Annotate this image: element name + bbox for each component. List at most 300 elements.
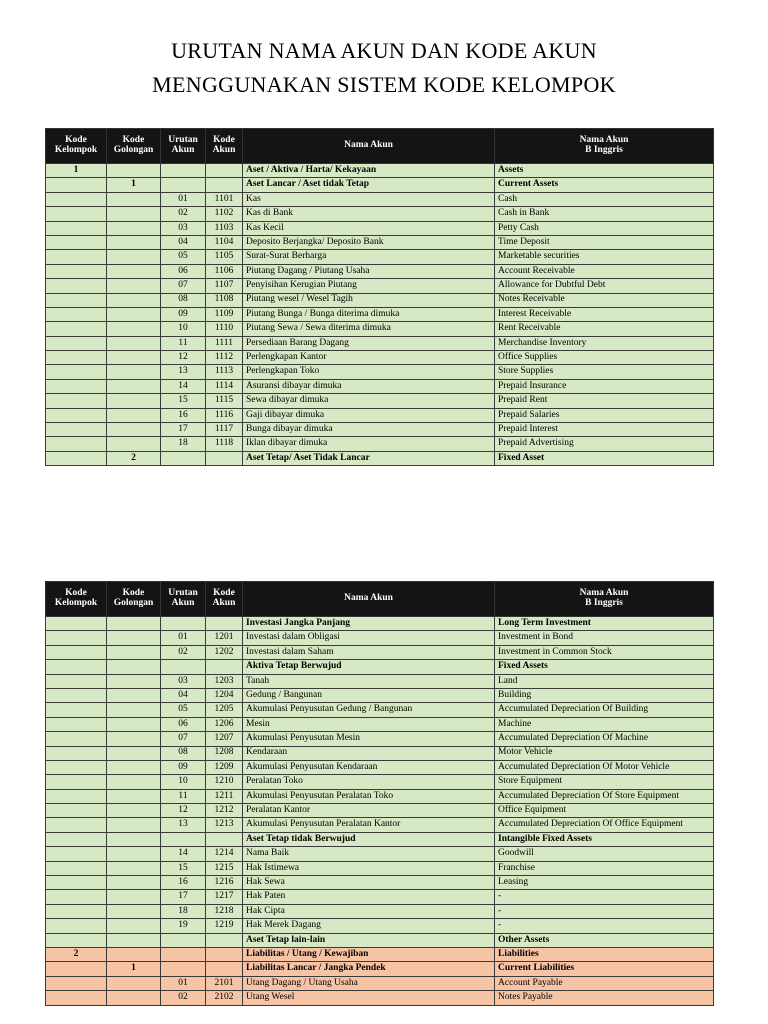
kode-golongan-cell — [107, 336, 161, 350]
kode-akun-cell: 1204 — [206, 688, 243, 702]
nama-akun-en-cell: Prepaid Salaries — [495, 408, 714, 422]
kode-kelompok-cell — [46, 804, 107, 818]
header-nama-akun: Nama Akun — [243, 582, 495, 617]
kode-golongan-cell — [107, 221, 161, 235]
nama-akun-cell: Mesin — [243, 717, 495, 731]
kode-kelompok-cell: 2 — [46, 947, 107, 961]
kode-kelompok-cell — [46, 250, 107, 264]
nama-akun-cell: Tanah — [243, 674, 495, 688]
table-row — [46, 250, 714, 264]
kode-kelompok-cell — [46, 235, 107, 249]
nama-akun-cell: Akumulasi Penyusutan Peralatan Toko — [243, 789, 495, 803]
header-urutan-akun: Urutan Akun — [161, 129, 206, 164]
kode-akun-cell: 1108 — [206, 293, 243, 307]
header-nama-akun: Nama Akun — [243, 129, 495, 164]
urutan-akun-cell — [161, 947, 206, 961]
nama-akun-en-cell: Cash in Bank — [495, 207, 714, 221]
nama-akun-en-cell: Other Assets — [495, 933, 714, 947]
kode-kelompok-cell — [46, 307, 107, 321]
table-row — [46, 379, 714, 393]
kode-kelompok-cell — [46, 451, 107, 465]
urutan-akun-cell — [161, 164, 206, 178]
kode-kelompok-cell — [46, 408, 107, 422]
kode-golongan-cell — [107, 919, 161, 933]
urutan-akun-cell: 04 — [161, 235, 206, 249]
nama-akun-cell: Utang Wesel — [243, 991, 495, 1005]
kode-kelompok-cell — [46, 832, 107, 846]
nama-akun-en-cell: Motor Vehicle — [495, 746, 714, 760]
urutan-akun-cell — [161, 660, 206, 674]
nama-akun-cell: Akumulasi Penyusutan Kendaraan — [243, 760, 495, 774]
urutan-akun-cell: 05 — [161, 250, 206, 264]
kode-akun-cell — [206, 178, 243, 192]
kode-akun-cell: 1104 — [206, 235, 243, 249]
nama-akun-cell: Peralatan Kantor — [243, 804, 495, 818]
kode-kelompok-cell — [46, 703, 107, 717]
account-table-2 — [45, 581, 714, 1006]
urutan-akun-cell: 03 — [161, 674, 206, 688]
account-table-1 — [45, 128, 714, 466]
urutan-akun-cell: 16 — [161, 876, 206, 890]
nama-akun-en-cell: Prepaid Interest — [495, 423, 714, 437]
nama-akun-en-cell: Accumulated Depreciation Of Building — [495, 703, 714, 717]
nama-akun-cell: Sewa dibayar dimuka — [243, 394, 495, 408]
kode-golongan-cell — [107, 617, 161, 631]
kode-kelompok-cell — [46, 379, 107, 393]
kode-kelompok-cell — [46, 365, 107, 379]
table-row — [46, 617, 714, 631]
kode-akun-cell: 1212 — [206, 804, 243, 818]
table-row — [46, 804, 714, 818]
urutan-akun-cell — [161, 933, 206, 947]
nama-akun-cell: Piutang Bunga / Bunga diterima dimuka — [243, 307, 495, 321]
nama-akun-cell: Aset Lancar / Aset tidak Tetap — [243, 178, 495, 192]
kode-kelompok-cell — [46, 617, 107, 631]
urutan-akun-cell: 18 — [161, 437, 206, 451]
nama-akun-cell: Gaji dibayar dimuka — [243, 408, 495, 422]
kode-akun-cell: 1111 — [206, 336, 243, 350]
table-row — [46, 264, 714, 278]
table-row — [46, 876, 714, 890]
nama-akun-en-cell: Land — [495, 674, 714, 688]
urutan-akun-cell: 13 — [161, 365, 206, 379]
urutan-akun-cell: 09 — [161, 307, 206, 321]
nama-akun-en-cell: Petty Cash — [495, 221, 714, 235]
kode-akun-cell: 1218 — [206, 904, 243, 918]
nama-akun-en-cell: Merchandise Inventory — [495, 336, 714, 350]
kode-kelompok-cell — [46, 732, 107, 746]
table-row — [46, 279, 714, 293]
kode-golongan-cell — [107, 207, 161, 221]
kode-golongan-cell — [107, 717, 161, 731]
table-row — [46, 991, 714, 1005]
nama-akun-cell: Investasi dalam Obligasi — [243, 631, 495, 645]
nama-akun-en-cell: Notes Payable — [495, 991, 714, 1005]
urutan-akun-cell: 18 — [161, 904, 206, 918]
nama-akun-en-cell: Accumulated Depreciation Of Store Equipment — [495, 789, 714, 803]
kode-golongan-cell — [107, 876, 161, 890]
nama-akun-cell: Aset Tetap lain-lain — [243, 933, 495, 947]
kode-golongan-cell — [107, 423, 161, 437]
kode-golongan-cell — [107, 947, 161, 961]
nama-akun-cell: Kas Kecil — [243, 221, 495, 235]
kode-golongan-cell — [107, 394, 161, 408]
urutan-akun-cell: 14 — [161, 379, 206, 393]
table-row — [46, 832, 714, 846]
kode-akun-cell: 1115 — [206, 394, 243, 408]
kode-akun-cell: 1214 — [206, 847, 243, 861]
urutan-akun-cell — [161, 617, 206, 631]
nama-akun-cell: Kas — [243, 192, 495, 206]
urutan-akun-cell: 12 — [161, 804, 206, 818]
nama-akun-en-cell: Goodwill — [495, 847, 714, 861]
nama-akun-en-cell: Time Deposit — [495, 235, 714, 249]
kode-kelompok-cell — [46, 746, 107, 760]
urutan-akun-cell: 08 — [161, 746, 206, 760]
urutan-akun-cell: 10 — [161, 775, 206, 789]
table-row — [46, 861, 714, 875]
table-row — [46, 192, 714, 206]
kode-golongan-cell — [107, 847, 161, 861]
nama-akun-en-cell: Accumulated Depreciation Of Office Equipment — [495, 818, 714, 832]
kode-kelompok-cell — [46, 437, 107, 451]
nama-akun-en-cell: - — [495, 919, 714, 933]
nama-akun-en-cell: Interest Receivable — [495, 307, 714, 321]
table-row — [46, 365, 714, 379]
kode-golongan-cell — [107, 991, 161, 1005]
header-kode-kelompok: Kode Kelompok — [46, 582, 107, 617]
kode-kelompok-cell — [46, 674, 107, 688]
urutan-akun-cell: 06 — [161, 717, 206, 731]
kode-kelompok-cell — [46, 760, 107, 774]
kode-golongan-cell — [107, 775, 161, 789]
table-row — [46, 760, 714, 774]
nama-akun-cell: Surat-Surat Berharga — [243, 250, 495, 264]
nama-akun-cell: Akumulasi Penyusutan Mesin — [243, 732, 495, 746]
kode-akun-cell — [206, 617, 243, 631]
table-header-row — [46, 129, 714, 164]
table-row — [46, 775, 714, 789]
kode-akun-cell: 1118 — [206, 437, 243, 451]
table-row — [46, 717, 714, 731]
kode-akun-cell: 1105 — [206, 250, 243, 264]
nama-akun-cell: Akumulasi Penyusutan Peralatan Kantor — [243, 818, 495, 832]
table-row — [46, 394, 714, 408]
kode-akun-cell: 1219 — [206, 919, 243, 933]
nama-akun-en-cell: Fixed Asset — [495, 451, 714, 465]
urutan-akun-cell: 17 — [161, 890, 206, 904]
kode-akun-cell — [206, 947, 243, 961]
kode-kelompok-cell — [46, 645, 107, 659]
table-row — [46, 164, 714, 178]
nama-akun-cell: Iklan dibayar dimuka — [243, 437, 495, 451]
table-row — [46, 962, 714, 976]
kode-golongan-cell — [107, 789, 161, 803]
kode-kelompok-cell — [46, 890, 107, 904]
header-nama-akun-en: Nama Akun B Inggris — [495, 582, 714, 617]
nama-akun-en-cell: Fixed Assets — [495, 660, 714, 674]
nama-akun-cell: Hak Paten — [243, 890, 495, 904]
table-row — [46, 732, 714, 746]
nama-akun-cell: Investasi dalam Saham — [243, 645, 495, 659]
nama-akun-cell: Liabilitas / Utang / Kewajiban — [243, 947, 495, 961]
table-row — [46, 408, 714, 422]
header-kode-kelompok: Kode Kelompok — [46, 129, 107, 164]
urutan-akun-cell: 19 — [161, 919, 206, 933]
urutan-akun-cell — [161, 832, 206, 846]
kode-golongan-cell — [107, 861, 161, 875]
kode-akun-cell: 2102 — [206, 991, 243, 1005]
kode-akun-cell: 1215 — [206, 861, 243, 875]
nama-akun-en-cell: Prepaid Insurance — [495, 379, 714, 393]
urutan-akun-cell: 02 — [161, 645, 206, 659]
urutan-akun-cell: 05 — [161, 703, 206, 717]
nama-akun-cell: Liabilitas Lancar / Jangka Pendek — [243, 962, 495, 976]
kode-akun-cell: 1208 — [206, 746, 243, 760]
kode-akun-cell: 1102 — [206, 207, 243, 221]
table-row — [46, 307, 714, 321]
urutan-akun-cell: 15 — [161, 394, 206, 408]
kode-kelompok-cell — [46, 293, 107, 307]
nama-akun-cell: Deposito Berjangka/ Deposito Bank — [243, 235, 495, 249]
urutan-akun-cell: 11 — [161, 336, 206, 350]
kode-akun-cell: 1217 — [206, 890, 243, 904]
nama-akun-cell: Hak Merek Dagang — [243, 919, 495, 933]
kode-akun-cell: 1203 — [206, 674, 243, 688]
table-row — [46, 890, 714, 904]
header-kode-akun: Kode Akun — [206, 129, 243, 164]
urutan-akun-cell: 01 — [161, 631, 206, 645]
table-row — [46, 976, 714, 990]
urutan-akun-cell: 01 — [161, 192, 206, 206]
nama-akun-en-cell: Accumulated Depreciation Of Machine — [495, 732, 714, 746]
urutan-akun-cell: 14 — [161, 847, 206, 861]
kode-akun-cell — [206, 962, 243, 976]
nama-akun-cell: Bunga dibayar dimuka — [243, 423, 495, 437]
kode-kelompok-cell — [46, 962, 107, 976]
urutan-akun-cell: 04 — [161, 688, 206, 702]
table-row — [46, 451, 714, 465]
table-row — [46, 746, 714, 760]
kode-kelompok-cell — [46, 919, 107, 933]
kode-akun-cell: 1201 — [206, 631, 243, 645]
nama-akun-en-cell: Franchise — [495, 861, 714, 875]
urutan-akun-cell: 10 — [161, 322, 206, 336]
kode-kelompok-cell — [46, 264, 107, 278]
kode-akun-cell: 1205 — [206, 703, 243, 717]
kode-golongan-cell — [107, 437, 161, 451]
kode-golongan-cell — [107, 818, 161, 832]
urutan-akun-cell — [161, 962, 206, 976]
kode-akun-cell: 1110 — [206, 322, 243, 336]
nama-akun-cell: Kendaraan — [243, 746, 495, 760]
table-row — [46, 437, 714, 451]
header-kode-golongan: Kode Golongan — [107, 582, 161, 617]
kode-akun-cell: 1106 — [206, 264, 243, 278]
nama-akun-en-cell: Liabilities — [495, 947, 714, 961]
table-row — [46, 674, 714, 688]
title-line-1: URUTAN NAMA AKUN DAN KODE AKUN — [171, 38, 597, 63]
kode-akun-cell: 1114 — [206, 379, 243, 393]
nama-akun-en-cell: Machine — [495, 717, 714, 731]
kode-akun-cell: 1211 — [206, 789, 243, 803]
kode-akun-cell: 1206 — [206, 717, 243, 731]
nama-akun-en-cell: Investment in Common Stock — [495, 645, 714, 659]
kode-kelompok-cell: 1 — [46, 164, 107, 178]
kode-golongan-cell — [107, 322, 161, 336]
nama-akun-en-cell: Accumulated Depreciation Of Motor Vehicle — [495, 760, 714, 774]
kode-golongan-cell — [107, 904, 161, 918]
nama-akun-en-cell: Store Supplies — [495, 365, 714, 379]
kode-akun-cell — [206, 832, 243, 846]
urutan-akun-cell: 15 — [161, 861, 206, 875]
kode-akun-cell — [206, 451, 243, 465]
nama-akun-en-cell: Prepaid Advertising — [495, 437, 714, 451]
kode-golongan-cell — [107, 688, 161, 702]
nama-akun-cell: Utang Dagang / Utang Usaha — [243, 976, 495, 990]
table-row — [46, 293, 714, 307]
kode-kelompok-cell — [46, 688, 107, 702]
table-header-row — [46, 582, 714, 617]
urutan-akun-cell: 13 — [161, 818, 206, 832]
kode-kelompok-cell — [46, 178, 107, 192]
nama-akun-cell: Aset Tetap/ Aset Tidak Lancar — [243, 451, 495, 465]
kode-akun-cell: 1112 — [206, 351, 243, 365]
kode-golongan-cell — [107, 264, 161, 278]
kode-kelompok-cell — [46, 818, 107, 832]
nama-akun-cell: Peralatan Toko — [243, 775, 495, 789]
nama-akun-cell: Nama Baik — [243, 847, 495, 861]
kode-golongan-cell — [107, 235, 161, 249]
nama-akun-cell: Perlengkapan Toko — [243, 365, 495, 379]
kode-kelompok-cell — [46, 991, 107, 1005]
table-row — [46, 235, 714, 249]
kode-kelompok-cell — [46, 976, 107, 990]
nama-akun-cell: Hak Istimewa — [243, 861, 495, 875]
nama-akun-en-cell: Long Term Investment — [495, 617, 714, 631]
kode-kelompok-cell — [46, 660, 107, 674]
urutan-akun-cell: 01 — [161, 976, 206, 990]
kode-kelompok-cell — [46, 876, 107, 890]
urutan-akun-cell: 07 — [161, 279, 206, 293]
kode-golongan-cell — [107, 631, 161, 645]
nama-akun-en-cell: Office Equipment — [495, 804, 714, 818]
table-row — [46, 688, 714, 702]
kode-kelompok-cell — [46, 861, 107, 875]
urutan-akun-cell: 06 — [161, 264, 206, 278]
nama-akun-en-cell: Current Liabilities — [495, 962, 714, 976]
kode-kelompok-cell — [46, 789, 107, 803]
nama-akun-en-cell: Office Supplies — [495, 351, 714, 365]
kode-kelompok-cell — [46, 904, 107, 918]
kode-golongan-cell — [107, 804, 161, 818]
kode-golongan-cell — [107, 365, 161, 379]
urutan-akun-cell: 09 — [161, 760, 206, 774]
kode-golongan-cell — [107, 351, 161, 365]
kode-akun-cell: 1209 — [206, 760, 243, 774]
kode-golongan-cell — [107, 746, 161, 760]
table-row — [46, 660, 714, 674]
kode-akun-cell: 1103 — [206, 221, 243, 235]
kode-kelompok-cell — [46, 717, 107, 731]
kode-akun-cell: 1113 — [206, 365, 243, 379]
table-row — [46, 789, 714, 803]
urutan-akun-cell: 11 — [161, 789, 206, 803]
nama-akun-cell: Asuransi dibayar dimuka — [243, 379, 495, 393]
kode-kelompok-cell — [46, 221, 107, 235]
table-row — [46, 904, 714, 918]
kode-golongan-cell — [107, 890, 161, 904]
nama-akun-cell: Persediaan Barang Dagang — [243, 336, 495, 350]
nama-akun-en-cell: Prepaid Rent — [495, 394, 714, 408]
urutan-akun-cell: 16 — [161, 408, 206, 422]
kode-golongan-cell — [107, 307, 161, 321]
kode-golongan-cell — [107, 660, 161, 674]
table-row — [46, 322, 714, 336]
kode-golongan-cell — [107, 732, 161, 746]
kode-kelompok-cell — [46, 775, 107, 789]
kode-golongan-cell: 1 — [107, 962, 161, 976]
nama-akun-cell: Piutang Dagang / Piutang Usaha — [243, 264, 495, 278]
nama-akun-en-cell: Notes Receivable — [495, 293, 714, 307]
kode-kelompok-cell — [46, 207, 107, 221]
nama-akun-en-cell: Building — [495, 688, 714, 702]
kode-golongan-cell — [107, 293, 161, 307]
kode-kelompok-cell — [46, 394, 107, 408]
kode-akun-cell: 1109 — [206, 307, 243, 321]
urutan-akun-cell: 02 — [161, 207, 206, 221]
table-row — [46, 423, 714, 437]
kode-akun-cell: 1101 — [206, 192, 243, 206]
nama-akun-cell: Gedung / Bangunan — [243, 688, 495, 702]
nama-akun-en-cell: Cash — [495, 192, 714, 206]
nama-akun-cell: Aset Tetap tidak Berwujud — [243, 832, 495, 846]
kode-akun-cell: 2101 — [206, 976, 243, 990]
kode-akun-cell — [206, 164, 243, 178]
kode-golongan-cell — [107, 279, 161, 293]
kode-golongan-cell — [107, 192, 161, 206]
kode-golongan-cell — [107, 164, 161, 178]
nama-akun-cell: Piutang Sewa / Sewa diterima dimuka — [243, 322, 495, 336]
urutan-akun-cell: 12 — [161, 351, 206, 365]
header-urutan-akun: Urutan Akun — [161, 582, 206, 617]
title-line-2: MENGGUNAKAN SISTEM KODE KELOMPOK — [152, 72, 616, 97]
nama-akun-en-cell: Rent Receivable — [495, 322, 714, 336]
kode-kelompok-cell — [46, 631, 107, 645]
nama-akun-en-cell: Account Payable — [495, 976, 714, 990]
kode-golongan-cell — [107, 703, 161, 717]
kode-golongan-cell — [107, 645, 161, 659]
urutan-akun-cell: 08 — [161, 293, 206, 307]
table-row — [46, 919, 714, 933]
kode-kelompok-cell — [46, 279, 107, 293]
urutan-akun-cell — [161, 451, 206, 465]
header-nama-akun-en: Nama Akun B Inggris — [495, 129, 714, 164]
kode-kelompok-cell — [46, 351, 107, 365]
nama-akun-en-cell: - — [495, 890, 714, 904]
kode-akun-cell: 1116 — [206, 408, 243, 422]
kode-kelompok-cell — [46, 322, 107, 336]
table-row — [46, 933, 714, 947]
urutan-akun-cell — [161, 178, 206, 192]
table-row — [46, 847, 714, 861]
table-row — [46, 947, 714, 961]
nama-akun-en-cell: Investment in Bond — [495, 631, 714, 645]
kode-golongan-cell — [107, 379, 161, 393]
kode-akun-cell: 1216 — [206, 876, 243, 890]
urutan-akun-cell: 03 — [161, 221, 206, 235]
kode-akun-cell: 1207 — [206, 732, 243, 746]
